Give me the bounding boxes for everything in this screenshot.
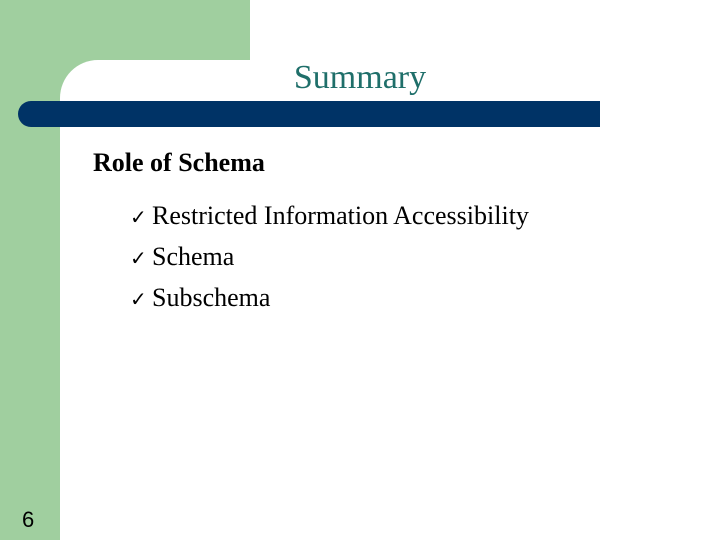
- slide-number: 6: [22, 507, 35, 532]
- bullet-item: [130, 237, 529, 278]
- check-icon: ✓: [130, 205, 147, 229]
- bullet-list: [130, 196, 529, 319]
- check-icon: ✓: [130, 246, 147, 270]
- bullet-label: Subschema: [152, 283, 271, 312]
- bullet-item: [130, 278, 529, 319]
- section-heading: Role of Schema: [93, 148, 265, 177]
- bullet-item: [130, 196, 529, 237]
- bullet-label: Restricted Information Accessibility: [152, 201, 529, 230]
- slide-title: Summary: [293, 59, 427, 96]
- bullet-label: Schema: [152, 242, 235, 271]
- title-underline-bar: [18, 101, 600, 127]
- check-icon: ✓: [130, 287, 147, 311]
